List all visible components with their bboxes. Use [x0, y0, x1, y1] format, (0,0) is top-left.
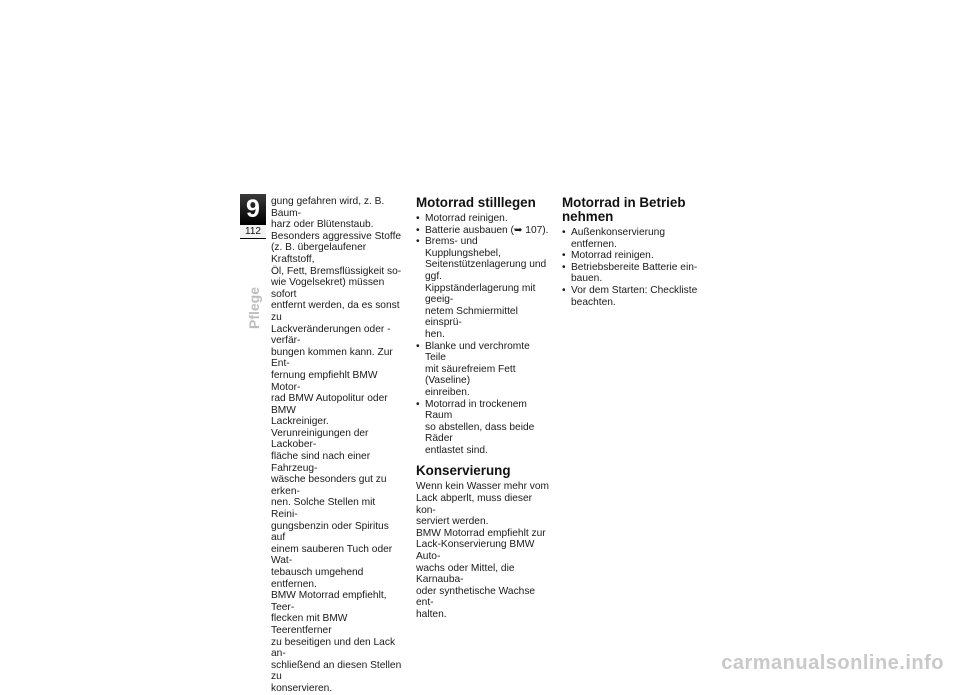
section-heading-konservierung: Konservierung [416, 463, 511, 479]
column-1 [271, 196, 404, 695]
stilllegen-list [416, 213, 551, 456]
list-item: • Brems- und Kupplungshebel, Seitenstützenlagerung und ggf. Kippständerlagerung mit geeig- netem Schmiermittel einsprü- hen. [416, 236, 551, 340]
section-heading-inbetriebnahme: Motorrad in Betrieb nehmen [562, 195, 686, 224]
list-item: • Außenkonservierung entfernen. [562, 227, 702, 250]
chapter-number: 9 [240, 194, 266, 224]
inbetriebnahme-list [562, 227, 702, 308]
page-number: 112 [240, 224, 266, 239]
list-item: • Blanke und verchromte Teile mit säurefreiem Fett (Vaseline) einreiben. [416, 341, 551, 399]
list-item: • Motorrad reinigen. [416, 213, 551, 225]
section-heading-stilllegen: Motorrad stilllegen [416, 195, 536, 210]
column-3 [562, 196, 702, 308]
column-2 [416, 196, 551, 621]
watermark: carmanualsonline.info [721, 652, 944, 674]
list-item: • Motorrad in trockenem Raum so abstellen, dass beide Räder entlastet sind. [416, 399, 551, 457]
konservierung-text: Wenn kein Wasser mehr vom Lack abperlt, muss dieser kon- serviert werden. BMW Motorrad empfiehlt zur Lack-Konservierung BMW Auto- wachs oder Mittel, die Karnauba- oder synthetische Wachse ent- halten. [416, 481, 550, 620]
list-item: • Batterie ausbauen (➥ 107). [416, 225, 551, 237]
body-text: gung gefahren wird, z. B. Baum- harz oder Blütenstaub. Besonders aggressive Stoffe (z. B. übergelaufener Kraftstoff, Öl, Fett, Bremsflüssigkeit so- wie Vogelsekret) müssen sofort entfernt werden, da es sonst zu Lackveränderungen oder -verfär- bungen kommen kann. Zur Ent- fernung empfiehlt BMW Motor- rad BMW Autopolitur oder BMW Lackreiniger. Verunreinigungen der Lackober- fläche sind nach einer Fahrzeug- wäsche besonders gut zu erken- nen. Solche Stellen mit Reini- gungsbenzin oder Spiritus auf einem sauberen Tuch oder Wat- tebausch umgehend entfernen. BMW Motorrad empfiehlt, Teer- flecken mit BMW Teerentferner zu beseitigen und den Lack an- schließend an diesen Stellen zu konservieren. [271, 196, 402, 694]
list-item: • Vor dem Starten: Checkliste beachten. [562, 285, 702, 308]
list-item: • Motorrad reinigen. [562, 250, 702, 262]
chapter-label: Pflege [246, 286, 262, 329]
list-item: • Betriebsbereite Batterie ein- bauen. [562, 262, 702, 285]
